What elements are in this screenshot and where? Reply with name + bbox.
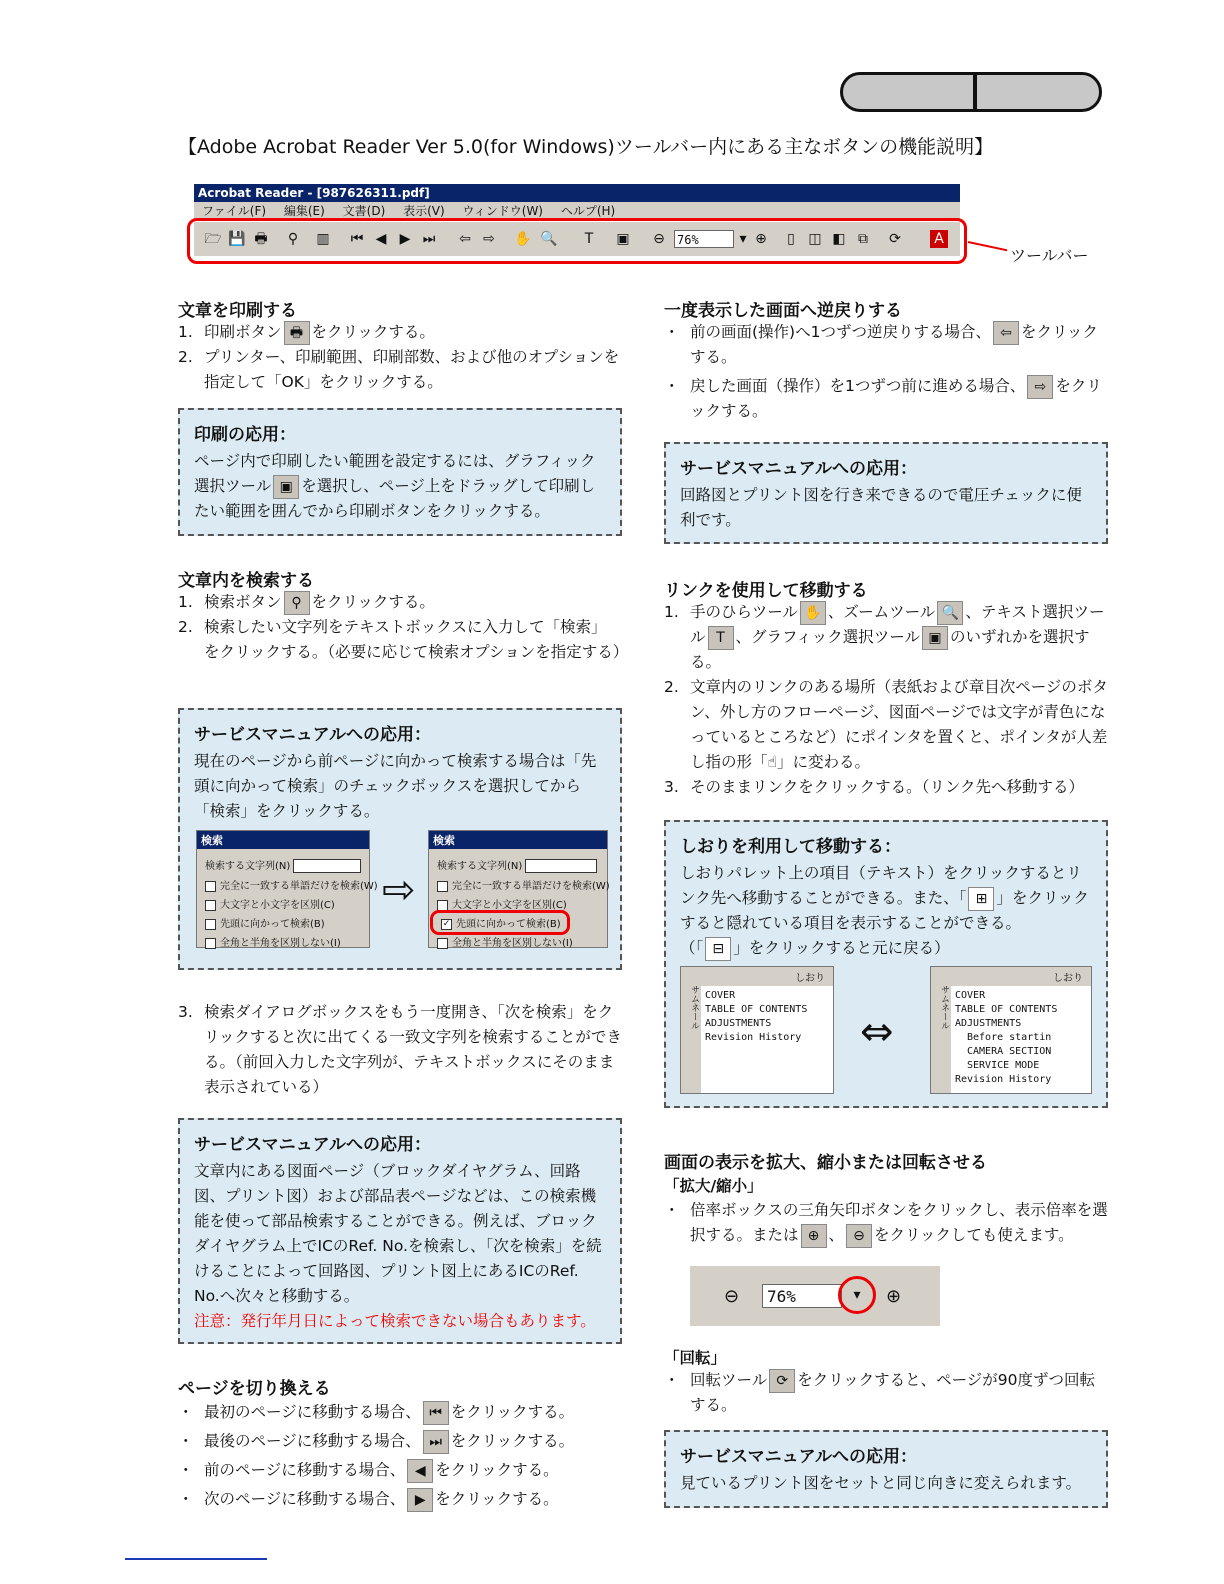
hand-tool-icon: ✋ [800,601,826,625]
arrow-right-icon: ⇨ [382,867,416,913]
list-item: 1. 印刷ボタン 🖶 をクリックする。 [178,320,622,345]
prev-page-icon: ◀ [407,1459,433,1483]
search-heading: 文章内を検索する [178,571,314,591]
zoom-sub1: 「拡大/縮小」 [664,1177,763,1195]
bookmark-item[interactable]: ADJUSTMENTS [955,1018,1022,1029]
zoom-in-icon: ⊕ [801,1224,827,1248]
menu-file[interactable]: ファイル(F) [202,204,267,218]
graphic-select-icon[interactable]: ▣ [616,231,630,247]
menu-help[interactable]: ヘルプ(H) [560,204,616,218]
links-heading: リンクを使用して移動する [664,581,868,601]
adobe-logo-icon[interactable]: A [930,230,948,248]
back-list [664,320,1108,424]
bookmark-item[interactable]: TABLE OF CONTENTS [705,1004,808,1015]
list-item: ・ 戻した画面（操作）を1つずつ前に進める場合、 ⇨ をクリックする。 [664,374,1108,424]
go-back-icon: ⇦ [993,321,1019,345]
bookmark-item[interactable]: SERVICE MODE [967,1060,1040,1071]
graphic-select-icon: ▣ [273,475,299,499]
bookmark-item[interactable]: CAMERA SECTION [967,1046,1052,1057]
search-dialog-before: 検索 検索する文字列(N) 完全に一致する単語だけを検索(W) 大文字と小文字を区別(C) 先頭に向かって検索(B) 全角と半角を区別しない(I) [196,830,370,948]
zoom-out-icon[interactable]: ⊖ [653,231,665,247]
reflow-icon[interactable]: ⧉ [858,231,868,247]
toolbar-highlight [187,218,967,264]
print-note: 印刷の応用： ページ内で印刷したい範囲を設定するには、グラフィック選択ツール ▣ を選択し、ページ上をドラッグして印刷したい範囲を囲んでから印刷ボタンをクリックする。 [178,408,622,536]
rotate-icon[interactable]: ⟳ [889,231,901,247]
bookmarks-note: しおりを利用して移動する： しおりパレット上の項目（テキスト）をクリックするとリンク先へ移動することができる。また、「 ⊞ 」をクリックすると隠れている項目を表示することができる。 （「 ⊟ 」をクリックすると元に戻る） [664,820,1108,1108]
zoom-note: サービスマニュアルへの応用： 見ているプリント図をセットと同じ向きに変えられます。 [664,1430,1108,1508]
actual-size-icon[interactable]: ▯ [787,231,795,247]
toolbar-label: ツールバー [1010,246,1089,265]
open-icon[interactable]: 🗁 [204,231,222,247]
bookmark-item[interactable]: Revision History [705,1032,802,1043]
next-page-icon: ▶ [407,1488,433,1512]
last-page-icon: ⏭ [423,1430,449,1454]
links-list [664,600,1108,800]
graphic-select-icon: ▣ [922,626,948,650]
list-item: ・ 最後のページに移動する場合、 ⏭ をクリックする。 [178,1427,622,1456]
bookmark-item[interactable]: Revision History [955,1074,1052,1085]
zoom-in-icon[interactable]: ⊕ [755,231,767,247]
bookmark-item[interactable]: COVER [705,990,736,1001]
zoom-dropdown-icon[interactable]: ▾ [739,231,747,247]
list-item: 3. 検索ダイアログボックスをもう一度開き、「次を検索」をクリックすると次に出てくる一致文字列を検索することができる。（前回入力した文字列が、テキストボックスにそのまま表示されている） [178,1003,622,1096]
toolbar-leader-line [968,241,1008,251]
list-item: 2. 文章内のリンクのある場所（表紙および章目次ページのボタン、外し方のフローページ、図面ページでは文字が青色になっているところなど）にポインタを置くと、ポインタが人差し指の形「☝」に変わる。 [664,678,1108,771]
rotate-list [664,1368,1108,1418]
zoom-tool-icon: 🔍 [937,601,963,625]
print-icon: 🖶 [284,321,310,345]
menu-window[interactable]: ウィンドウ(W) [462,204,543,218]
zoom-in-icon[interactable]: ⊕ [886,1286,902,1307]
expand-icon: ⊞ [968,887,994,911]
menu-view[interactable]: 表示(V) [403,204,445,218]
go-back-icon[interactable]: ⇦ [459,231,471,247]
pages-heading: ページを切り換える [178,1379,331,1399]
zoom-toolbar-snippet [690,1266,940,1326]
go-forward-icon[interactable]: ⇨ [483,231,495,247]
next-page-icon[interactable]: ▶ [399,231,411,247]
footer-line [125,1558,267,1560]
back-note: サービスマニュアルへの応用： 回路図とプリント図を行き来できるので電圧チェックに便利です。 [664,442,1108,544]
fit-width-icon[interactable]: ◧ [832,231,846,247]
print-heading: 文章を印刷する [178,301,297,321]
list-item: 2. 検索したい文字列をテキストボックスに入力して「検索」をクリックする。（必要に応じて検索オプションを指定する） [178,618,629,661]
search-icon[interactable]: ⚲ [287,231,299,247]
first-page-icon[interactable]: ⏮ [350,231,364,247]
collapse-icon: ⊟ [705,937,731,961]
zoom-input[interactable]: 76% [762,1284,842,1308]
bookmark-item[interactable]: ADJUSTMENTS [705,1018,772,1029]
search-step3 [178,1000,622,1100]
list-item: ・ 前の画面(操作)へ1つずつ逆戻りする場合、 ⇦ をクリックする。 [664,320,1108,370]
zoom-heading: 画面の表示を拡大、縮小または回転させる [664,1153,987,1173]
search-note-2: サービスマニュアルへの応用： 文章内にある図面ページ（ブロックダイヤグラム、回路図、プリント図）および部品表ページなどは、この検索機能を使って部品検索することができる。例えば、ブロックダイヤグラム上でICのRef. No.を検索し、「次を検索」を続けることによって回路図、プリント図上にあるICのRef. No.へ次々と移動する。 注意：発行年月日によって検索できない場合もあります。 [178,1118,622,1344]
zoom-out-icon[interactable]: ⊖ [724,1286,740,1307]
list-item: 1. 検索ボタン ⚲ をクリックする。 [178,590,622,615]
text-select-icon[interactable]: T [584,231,594,247]
prev-page-icon[interactable]: ◀ [375,231,387,247]
first-page-icon: ⏮ [423,1401,449,1425]
bookmark-item[interactable]: Before startin [967,1032,1052,1043]
pointing-hand-icon: ☝ [767,753,777,771]
zoom-list [664,1198,1108,1248]
list-item: ・ 前のページに移動する場合、 ◀ をクリックする。 [178,1456,622,1485]
hand-tool-icon[interactable]: ✋ [514,231,532,247]
zoom-input[interactable]: 76% [674,230,734,248]
zoom-dropdown-icon[interactable]: ▾ [838,1276,876,1314]
page-title: 【Adobe Acrobat Reader Ver 5.0(for Windows)ツールバー内にある主なボタンの機能説明】 [178,136,994,158]
rotate-icon: ⟳ [769,1369,795,1393]
bookmark-item[interactable]: COVER [955,990,986,1001]
bookmark-panel-icon[interactable]: ▥ [316,231,330,247]
zoom-out-icon: ⊖ [846,1224,872,1248]
bookmark-item[interactable]: TABLE OF CONTENTS [955,1004,1058,1015]
zoom-tool-icon[interactable]: 🔍 [540,231,558,247]
zoom-sub2: 「回転」 [664,1349,727,1367]
header-tab-graphic [840,72,1102,112]
bookmark-panel-expanded: しおり サムネール COVER TABLE OF CONTENTS ADJUSTMENTS Before startin CAMERA SECTION SERVICE MODE Revision History [930,966,1092,1094]
menu-edit[interactable]: 編集(E) [283,204,325,218]
list-item: 2. プリンター、印刷範囲、印刷部数、および他のオプションを指定して「OK」をクリックする。 [178,348,620,391]
search-dialog-after: 検索 検索する文字列(N) 完全に一致する単語だけを検索(W) 大文字と小文字を区別(C) ✓ 先頭に向かって検索(B) 全角と半角を区別しない(I) [428,830,608,948]
list-item: ・ 次のページに移動する場合、 ▶ をクリックする。 [178,1485,622,1514]
pages-list [178,1398,622,1514]
back-heading: 一度表示した画面へ逆戻りする [664,301,902,321]
double-arrow-icon: ⇔ [860,1009,894,1055]
fit-page-icon[interactable]: ◫ [808,231,822,247]
list-item: ・ 最初のページに移動する場合、 ⏮ をクリックする。 [178,1398,622,1427]
acrobat-titlebar: Acrobat Reader - [987626311.pdf] [194,184,960,202]
print-list [178,320,622,395]
save-icon[interactable]: 💾 [228,231,246,247]
binoculars-icon: ⚲ [284,591,310,615]
last-page-icon[interactable]: ⏭ [422,231,436,247]
menu-document[interactable]: 文書(D) [342,204,386,218]
text-select-icon: T [708,626,734,650]
list-item: 3. そのままリンクをクリックする。（リンク先へ移動する） [664,778,1085,796]
list-item: 1. 手のひらツール ✋ 、ズームツール 🔍 、テキスト選択ツール T 、グラフィック選択ツール ▣ のいずれかを選択する。 [664,600,1108,675]
search-list [178,590,629,665]
list-item: ・ 回転ツール ⟳ をクリックすると、ページが90度ずつ回転する。 [664,1368,1108,1418]
go-forward-icon: ⇨ [1027,375,1053,399]
bookmark-panel-collapsed: しおり サムネール COVER TABLE OF CONTENTS ADJUSTMENTS Revision History [680,966,834,1094]
search-note: サービスマニュアルへの応用： 現在のページから前ページに向かって検索する場合は「先頭に向かって検索」のチェックボックスを選択してから「検索」をクリックする。 [178,708,622,970]
print-icon[interactable]: 🖶 [254,231,268,247]
list-item: ・ 倍率ボックスの三角矢印ボタンをクリックし、表示倍率を選択する。または ⊕ 、 ⊖ をクリックしても使えます。 [664,1198,1108,1248]
